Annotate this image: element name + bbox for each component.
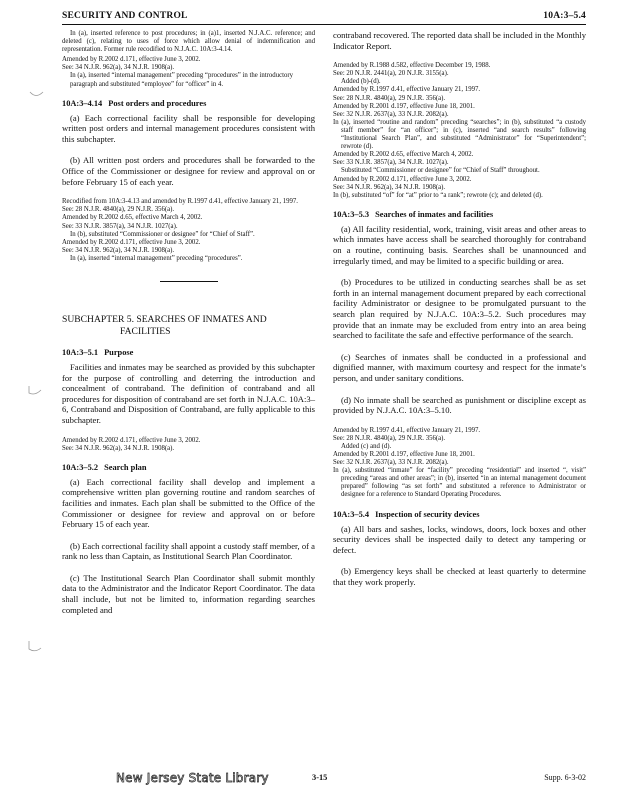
section-heading (62, 99, 315, 108)
amendment-line: See: 34 N.J.R. 962(a), 34 N.J.R. 1908(a). (62, 246, 175, 254)
amendment-line: Amended by R.1988 d.582, effective December 19, 1988. (333, 62, 491, 70)
section-number: 10A:3–5.4 (333, 509, 370, 519)
section-paragraph: (b) Procedures to be utilized in conducting searches shall be as set forth in an internal management document prepared by each correctional facility Administrator or designee to be promulgated pursuant to the search plan required by N.J.A.C. 10A:3–5.2. Such procedures may provide that an inmate may be excluded from entry into an area being searched to facilitate the safe and effective performance of the search. (333, 277, 586, 341)
amendment-line: In (a), inserted “internal management” preceding “procedures” in the introductory paragraph and substituted “employee” for “officer” in 4. (70, 72, 294, 88)
section-number: 10A:3–5.2 (62, 462, 99, 472)
section-paragraph: (c) Searches of inmates shall be conducted in a professional and dignified manner, with maximum courtesy and respect for the inmate’s person, and under sanitary conditions. (333, 351, 586, 383)
amendment-line: See: 33 N.J.R. 3857(a), 34 N.J.R. 1027(a). (333, 159, 449, 167)
section-paragraph: (c) The Institutional Search Plan Coordinator shall submit monthly data to the Administrator and the Indicator Report Coordinator. The data shall include, but not be limited to, information regarding searches completed and (62, 572, 315, 615)
amendment-line: Recodified from 10A:3-4.13 and amended by R.1997 d.41, effective January 21, 1997. (62, 198, 299, 206)
amendment-line: In (a), inserted “routine and random” preceding “searches”; in (b), substituted “a custody staff member” for “an officer”; in (c), inserted “and search results” following “Institutional Search Plan”, and substituted “Administrator” for “Superintendent”; rewrote (d). (333, 118, 586, 151)
amendment-line: See: 34 N.J.R. 962(a), 34 N.J.R. 1908(a). (62, 64, 175, 72)
amendment-line: See: 28 N.J.R. 4840(a), 29 N.J.R. 356(a). (62, 206, 175, 214)
page-footer (62, 772, 586, 786)
running-header (62, 10, 586, 25)
right-column (333, 30, 586, 599)
amendment-line: Amended by R.2002 d.65, effective March 4, 2002. (333, 151, 474, 159)
section-number: 10A:3–5.1 (62, 347, 99, 357)
amendment-line: See: 32 N.J.R. 2637(a), 33 N.J.R. 2082(a). (333, 459, 449, 467)
left-column (62, 30, 315, 626)
amendment-history (62, 437, 315, 453)
amendment-line: See: 32 N.J.R. 2637(a), 33 N.J.R. 2082(a). (333, 110, 449, 118)
amendment-line: Amended by R.2001 d.197, effective June 18, 2001. (333, 102, 475, 110)
margin-mark-icon (26, 640, 44, 654)
amendment-line: Substituted “Commissioner or designee” for “Chief of Staff” throughout. (341, 167, 540, 175)
amendment-history (62, 56, 315, 88)
amendment-line: Amended by R.2002 d.65, effective March 4, 2002. (62, 214, 203, 222)
amendment-line: See: 34 N.J.R. 962(a), 34 N.J.R. 1908(a). (333, 183, 446, 191)
subchapter-title-line: SUBCHAPTER 5. SEARCHES OF INMATES AND (62, 313, 267, 325)
section-paragraph: (d) No inmate shall be searched as punishment or discipline except as provided by N.J.A.C. 10A:3–5.10. (333, 394, 586, 416)
amendment-history (333, 427, 586, 500)
library-stamp: New Jersey State Library (116, 771, 269, 785)
amendment-line: Amended by R.1997 d.41, effective January 21, 1997. (333, 426, 481, 434)
section-paragraph: Facilities and inmates may be searched as provided by this subchapter for the purpose of controlling and deterring the introduction and concealment of contraband. The definition of contraband and all procedures for disposition of contraband are set forth in N.J.A.C. 10A:3–6, Contraband and Disposition of Contraband, are fully applicable to this subchapter. (62, 361, 315, 425)
section-paragraph-continued: contraband recovered. The reported data shall be included in the Monthly Indicator Report. (333, 30, 586, 51)
amendment-history (333, 62, 586, 200)
margin-mark-icon (28, 88, 46, 102)
section-paragraph: (a) Each correctional facility shall be responsible for developing written post orders and internal management procedures consistent with this subchapter. (62, 112, 315, 144)
section-title: Inspection of security devices (375, 509, 480, 519)
amendment-line: See: 33 N.J.R. 3857(a), 34 N.J.R. 1027(a). (62, 222, 178, 230)
amendment-line: Amended by R.1997 d.41, effective January 21, 1997. (333, 86, 481, 94)
amendment-line: Amended by R.2002 d.171, effective June 3, 2002. (62, 238, 201, 246)
section-paragraph: (b) Emergency keys shall be checked at least quarterly to determine that they work properly. (333, 566, 586, 587)
section-heading (62, 463, 315, 472)
editorial-note: In (a), inserted reference to post procedures; in (a)1, inserted N.J.A.C. reference; and deleted (c), relating to uses of force which allow denial of indemnification and representation. Former rule recodified to N.J.A.C. 10A:3-4.14. (62, 30, 315, 54)
section-number: 10A:3–5.3 (333, 209, 370, 219)
amendment-line: See: 28 N.J.R. 4840(a), 29 N.J.R. 356(a). (333, 94, 446, 102)
section-paragraph: (a) All facility residential, work, training, visit areas and other areas to which inmates have access shall be searched thoroughly for contraband on a routine, continuing basis. Searches shall be unannounced and irregularly timed, and may be limited to a specific building or area. (333, 223, 586, 266)
section-heading (333, 510, 586, 519)
section-title: Post orders and procedures (108, 98, 207, 108)
section-title: Purpose (104, 347, 134, 357)
amendment-line: Amended by R.2002 d.171, effective June 3, 2002. (333, 175, 472, 183)
amendment-line: Added (b)-(d). (341, 78, 381, 86)
amendment-line: In (b), substituted “Commissioner or designee” for “Chief of Staff”. (70, 230, 255, 238)
subchapter-heading (62, 314, 315, 338)
amendment-line: Amended by R.2002 d.171, effective June 3, 2002. (62, 56, 201, 64)
amendment-line: See: 20 N.J.R. 2441(a), 20 N.J.R. 3155(a). (333, 70, 449, 78)
section-paragraph: (b) Each correctional facility shall appoint a custody staff member, of a rank no less than Captain, as Institutional Search Plan Coordinator. (62, 540, 315, 562)
subchapter-title-line: FACILITIES (120, 325, 171, 337)
supplement-date: Supp. 6-3-02 (544, 773, 586, 782)
amendment-line: See: 34 N.J.R. 962(a), 34 N.J.R. 1908(a). (62, 444, 175, 452)
section-title: Search plan (104, 462, 147, 472)
margin-mark-icon (26, 384, 44, 398)
section-heading (333, 210, 586, 219)
amendment-line: See: 28 N.J.R. 4840(a), 29 N.J.R. 356(a). (333, 434, 446, 442)
amendment-line: In (b), substituted “of” for “at” prior to “a rank”; rewrote (c); and deleted (d). (333, 191, 543, 199)
header-section-range: 10A:3–5.4 (543, 11, 586, 21)
section-paragraph: (b) All written post orders and procedures shall be forwarded to the Office of the Commissioner or designee for review and approval on or before February 15 of each year. (62, 155, 315, 187)
header-chapter-title: SECURITY AND CONTROL (62, 11, 188, 21)
amendment-history (62, 198, 315, 263)
amendment-line: In (a), substituted “inmate” for “facility” preceding “residential” and inserted “, visit” preceding “areas and other areas”; in (b), inserted “in an internal management document prepared” following “as set forth” and substituted a reference to Administrator or designee for a reference to Standard Operating Procedures. (333, 467, 586, 499)
section-paragraph: (a) Each correctional facility shall develop and implement a comprehensive written plan governing routine and random searches of facilities and inmates. Each plan shall be submitted to the Office of the Commissioner or designee for review and approval on or before February 15 of each year. (62, 476, 315, 530)
amendment-line: Amended by R.2001 d.197, effective June 18, 2001. (333, 450, 475, 458)
section-divider (160, 281, 218, 282)
section-title: Searches of inmates and facilities (375, 209, 494, 219)
page-number: 3-15 (312, 773, 328, 782)
section-heading (62, 348, 315, 357)
amendment-line: In (a), inserted “internal management” preceding “procedures”. (70, 254, 243, 262)
amendment-line: Amended by R.2002 d.171, effective June 3, 2002. (62, 436, 201, 444)
section-paragraph: (a) All bars and sashes, locks, windows, doors, lock boxes and other security devices shall be inspected daily to detect any tampering or defect. (333, 523, 586, 555)
amendment-line: Added (c) and (d). (341, 442, 392, 450)
section-number: 10A:3–4.14 (62, 98, 103, 108)
